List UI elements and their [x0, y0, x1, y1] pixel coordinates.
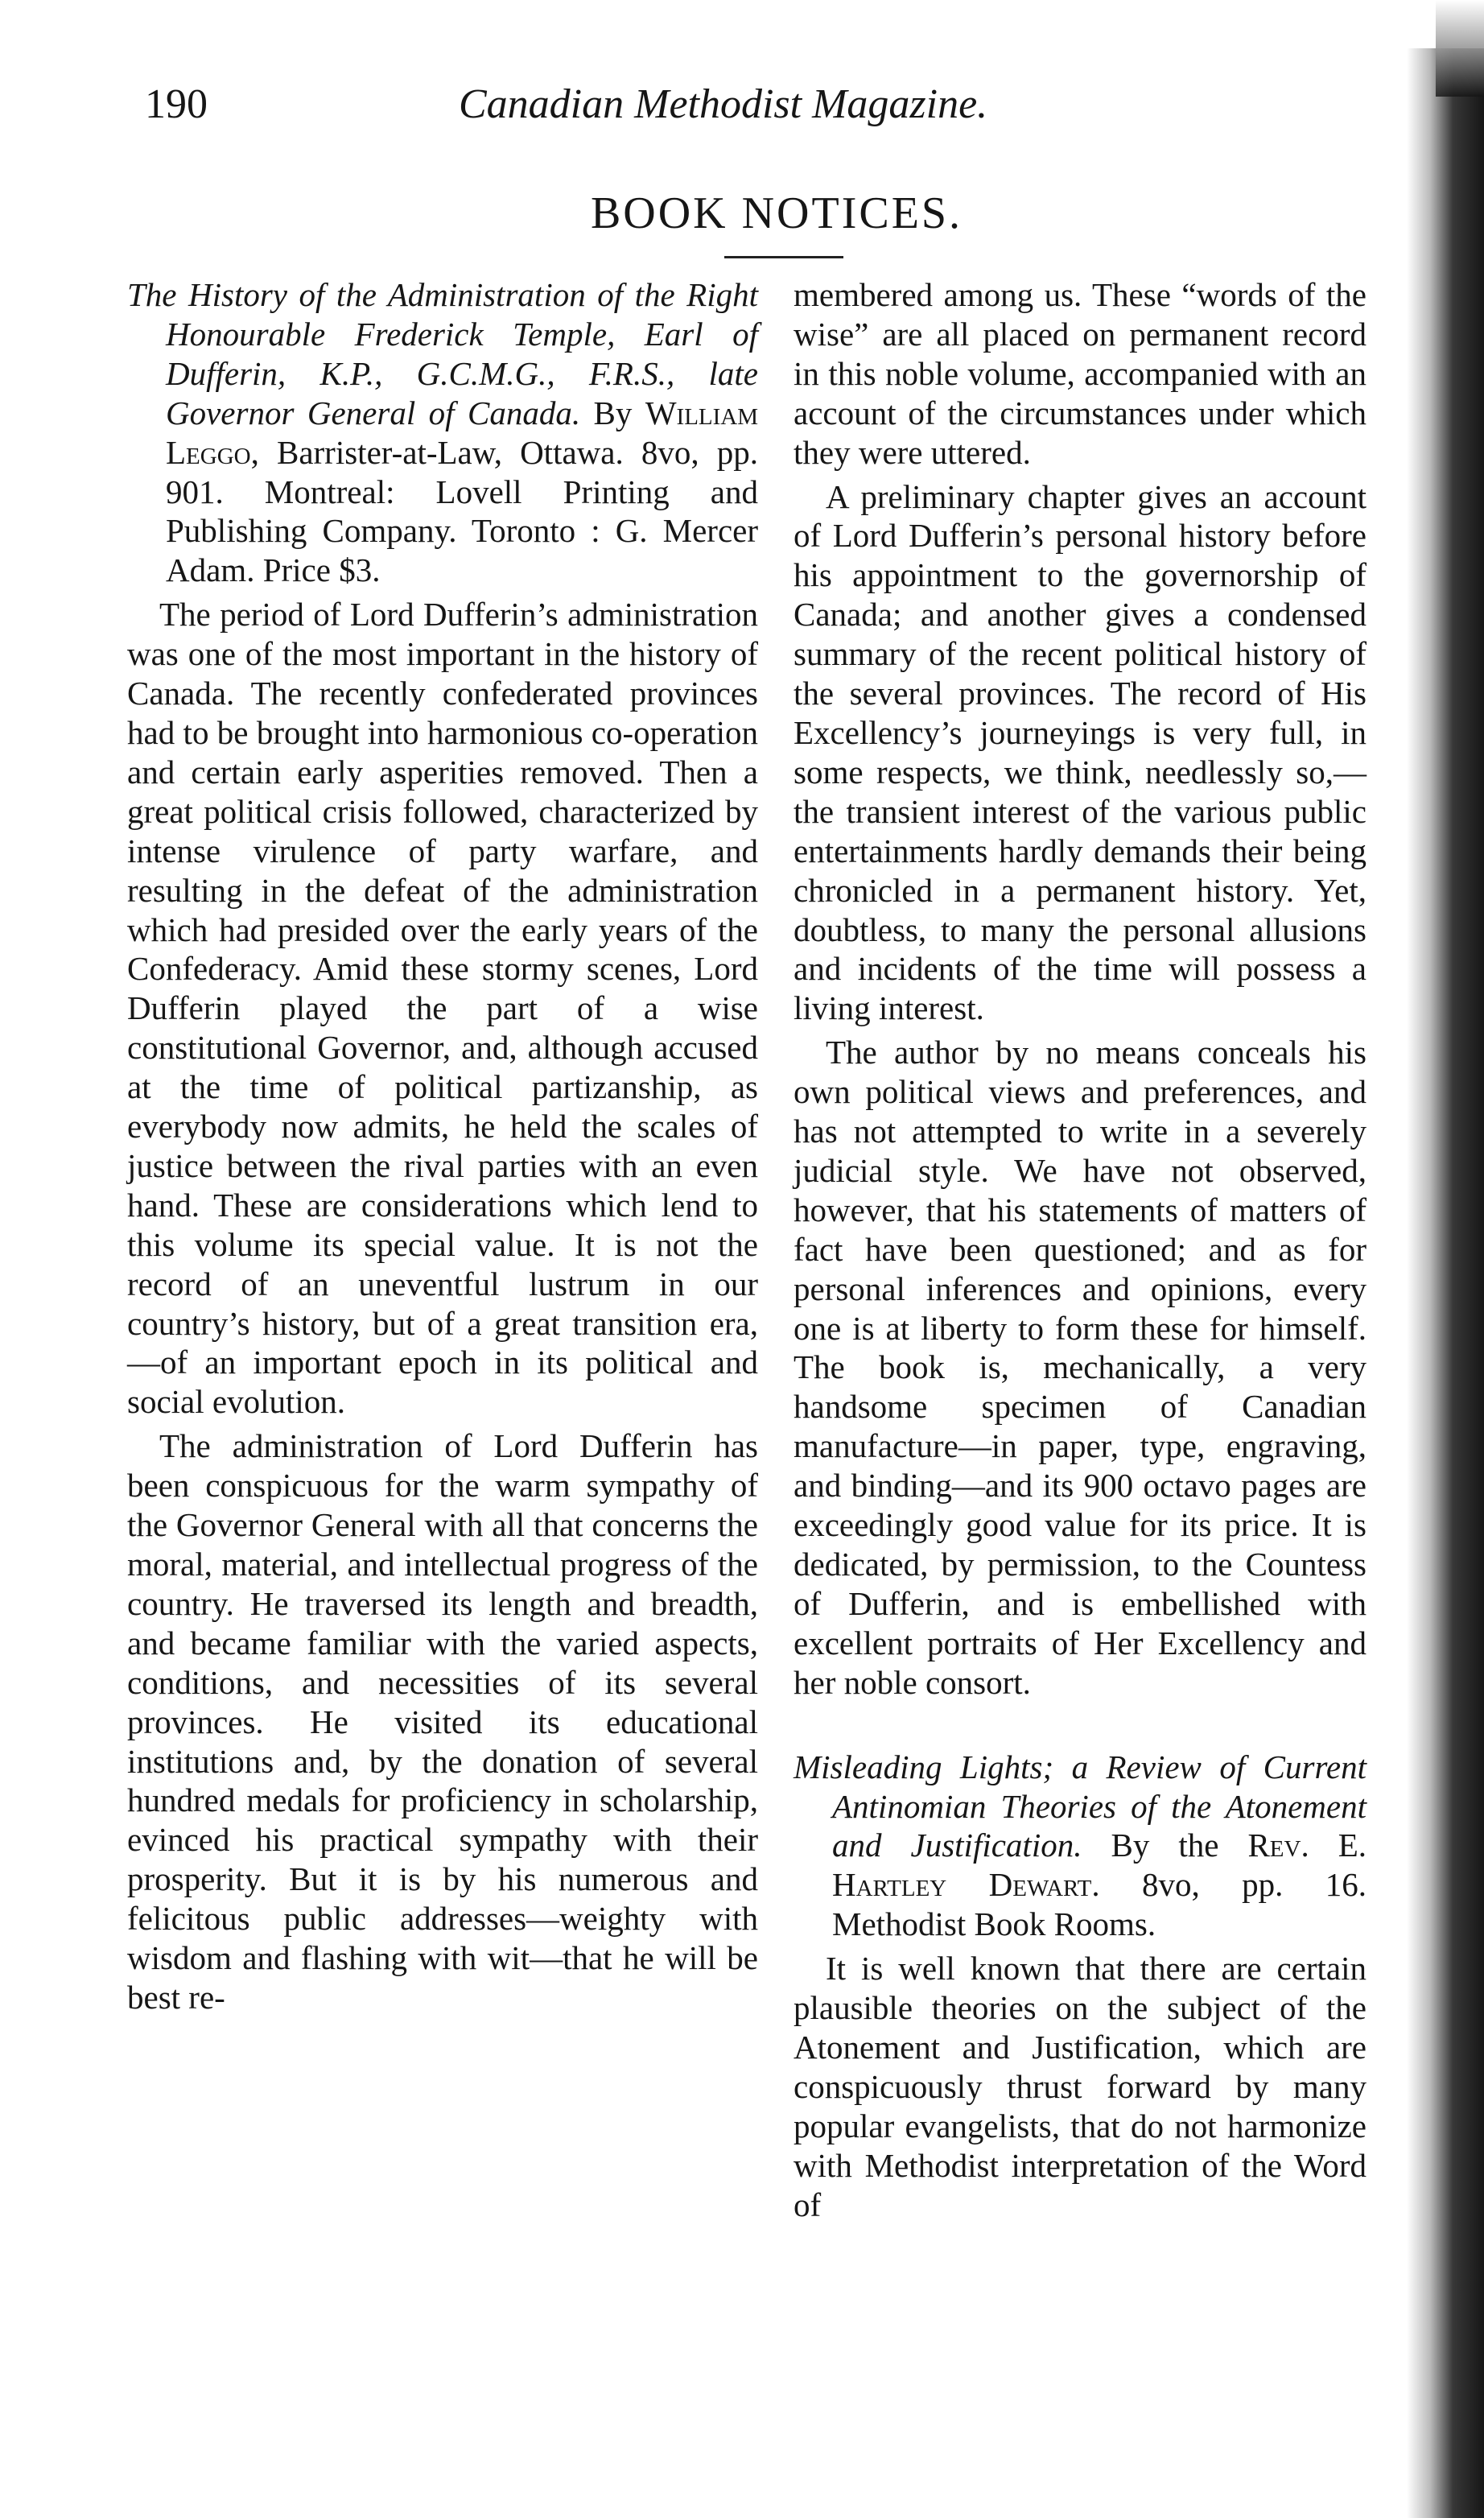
- book-entry-misleading-lights: [794, 1748, 1367, 1945]
- left-column: [127, 275, 758, 2017]
- book-details: Barrister-at-Law, Ottawa. 8vo, pp. 901. Montreal: Lovell Printing and Publishing Company. Toronto : G. Mercer Adam. Price $3.: [166, 433, 758, 589]
- page-edge-shadow: [1407, 48, 1484, 2518]
- review-paragraph: It is well known that there are certain plausible theories on the subject of the Atonement and Justification, which are conspicuously thrust forward by many popular evangelists, that do not harmonize with Methodist interpretation of the Word of: [794, 1950, 1367, 2223]
- section-heading: BOOK NOTICES.: [590, 188, 963, 238]
- review-paragraph: The period of Lord Dufferin’s administration was one of the most important in the history of Canada. The recently confederated provinces had to be brought into harmonious co-operation and certain early asperities removed. Then a great political crisis followed, characterized by intense virulence of party warfare, and resulting in the defeat of the administration which had presided over the early years of the Confederacy. Amid these stormy scenes, Lord Dufferin played the part of a wise constitutional Governor, and, although accused at the time of political partizanship, as everybody now admits, he held the scales of justice between the rival parties with an even hand. These are considerations which lend to this volume its special value. It is not the record of an uneventful lustrum in our country’s history, but of a great transition era,—of an important epoch in its political and social evolution.: [127, 596, 758, 1421]
- heading-rule: [724, 256, 843, 258]
- book-by: By: [593, 394, 633, 431]
- book-author: Rev. E. Hartley Dewart.: [832, 1827, 1367, 1904]
- review-paragraph: The author by no means conceals his own political views and preferences, and has not attempted to write in a severely judicial style. We have not observed, however, that his statements of matters of fact have been questioned; and as for personal inferences and opinions, every one is at liberty to form these for himself. The book is, mechanically, a very handsome specimen of Canadian manufacture—in paper, type, engraving, and binding—and its 900 octavo pages are exceedingly good value for its price. It is dedicated, by permission, to the Countess of Dufferin, and is embellished with excellent portraits of Her Excellency and her noble consort.: [794, 1034, 1367, 1701]
- review-paragraph: The administration of Lord Dufferin has been conspicuous for the warm sympathy of the Governor General with all that concerns the moral, material, and intellectual progress of the country. He traversed its length and breadth, and became familiar with the varied aspects, conditions, and necessities of its several provinces. He visited its educational institutions and, by the donation of several hundred medals for proficiency in scholarship, evinced his practical sympathy with their prosperity. But it is by his numerous and felicitous public addresses—weighty with wisdom and flashing with wit—that he will be best re-: [127, 1427, 758, 2016]
- page-edge-shadow-top: [1436, 0, 1484, 97]
- book-title: Misleading Lights; a Review of Current Antinomian Theories of the Atonement and Justification.: [794, 1748, 1367, 1864]
- review-paragraph: A preliminary chapter gives an account of Lord Dufferin’s personal history before his appointment to the governorship of Canada; and another gives a condensed summary of the recent political history of the several provinces. The record of His Excellency’s journeyings is very full, in some respects, we think, needlessly so,—the transient interest of the various public entertainments hardly demands their being chronicled in a permanent history. Yet, doubtless, to many the personal allusions and incidents of the time will possess a living interest.: [794, 477, 1367, 1027]
- review-continuation: membered among us. These “words of the wise” are all placed on permanent record in this noble volume, accompanied with an account of the circumstances under which they were uttered.: [794, 276, 1367, 471]
- running-head: [145, 72, 1400, 137]
- page-number: 190: [145, 81, 208, 127]
- book-author: William Leggo,: [166, 394, 759, 471]
- book-by: By the: [1111, 1827, 1219, 1864]
- right-column: [794, 275, 1367, 2225]
- book-details: 8vo, pp. 16. Methodist Book Rooms.: [832, 1866, 1367, 1943]
- book-title: The History of the Administration of the Right Honourable Frederick Temple, Earl of Dufferin, K.P., G.C.M.G., F.R.S., late Governor General of Canada.: [127, 276, 758, 431]
- entry-gap: [794, 1703, 1367, 1748]
- book-entry-dufferin: [127, 275, 758, 590]
- running-title: Canadian Methodist Magazine.: [459, 81, 988, 127]
